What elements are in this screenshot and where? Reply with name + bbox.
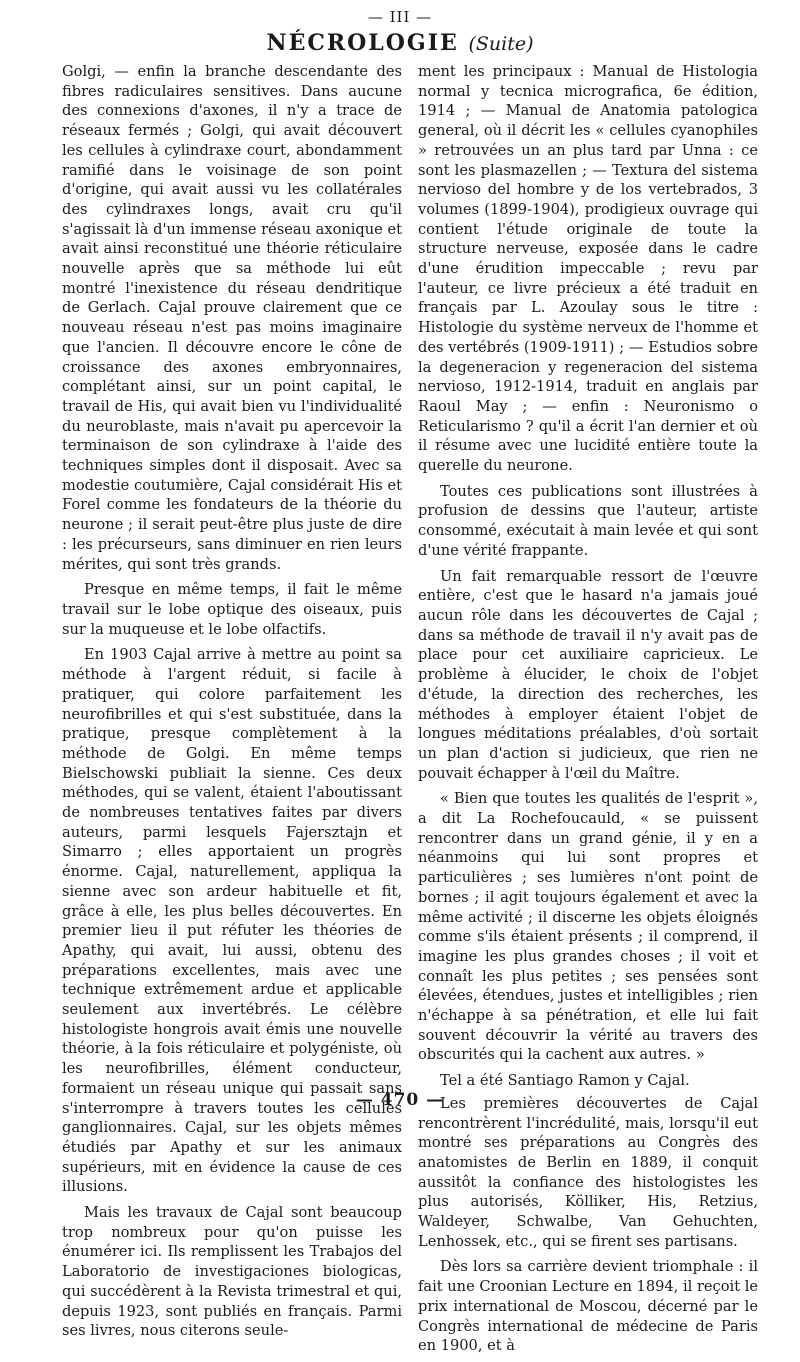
paragraph: Toutes ces publications sont illustrées à profusion de dessins que l'auteur, artiste consommé, exécutait à main levée et qui sont d'une vérité frappante. bbox=[418, 482, 758, 559]
quotation-paragraph: « Bien que toutes les qualités de l'esprit », a dit La Rochefoucauld, « se puissent rencontrer dans un grand génie, il y en a néanmoins qui lui sont propres et particulières ; ses lumières n'ont point de bornes ; il agit toujours également et avec la même activité ; il discerne les objets éloignés comme s'ils étaient présents ; il comprend, il imagine les plus grandes choses ; il voit et connaît les plus petites ; ses pensées sont élevées, étendues, justes et intelligibles ; rien n'échappe à sa pénétration, et elle lui fait souvent découvrir la vérité au travers des obscurités qui la cachent aux autres. » bbox=[418, 790, 758, 1064]
paragraph: Presque en même temps, il fait le même travail sur le lobe optique des oiseaux, puis sur la muqueuse et le lobe olfactifs. bbox=[62, 581, 402, 638]
paragraph: Mais les travaux de Cajal sont beaucoup trop nombreux pour qu'on puisse les énumérer ici. Ils remplissent les Trabajos del Laboratorio de investigaciones biologicas, qui succédèrent à la Revista trimestral et qui, depuis 1923, sont publiés en français. Parmi ses livres, nous citerons seule- bbox=[62, 1204, 402, 1340]
page-number: — 470 — bbox=[355, 1090, 445, 1110]
paragraph: Tel a été Santiago Ramon y Cajal. bbox=[440, 1072, 690, 1090]
heading-subtitle: (Suite) bbox=[468, 33, 534, 55]
roman-page-number: — III — bbox=[367, 8, 433, 26]
paragraph: En 1903 Cajal arrive à mettre au point sa méthode à l'argent réduit, si facile à pratiquer, qui colore parfaitement les neurofibrilles et qui s'est substituée, dans la pratique, presque complètement à la méthode de Golgi. En même temps Bielschowski publiait la sienne. Ces deux méthodes, qui se valent, étaient l'aboutissant de nombreuses tentatives faites par divers auteurs, parmi lesquels Fajersztajn et Simarro ; elles apportaient un progrès énorme. Cajal, naturellement, appliqua la sienne avec son ardeur habituelle et fit, grâce à elle, les plus belles découvertes. En premier lieu il put réfuter les théories de Apathy, qui avait, lui aussi, obtenu des préparations excellentes, mais avec une technique extrêmement ardue et applicable seulement aux invertébrés. Le célèbre histologiste hongrois avait émis une nouvelle théorie, à la fois réticulaire et polygéniste, où les neurofibrilles, élément conducteur, formaient un réseau unique qui passait sans s'interrompre à travers toutes les cellules ganglionnaires. Cajal, sur les objets mêmes étudiés par Apathy et sur les animaux supérieurs, mit en évidence la cause de ces illusions. bbox=[62, 646, 402, 1196]
section-heading bbox=[0, 30, 800, 56]
paragraph: Un fait remarquable ressort de l'œuvre entière, c'est que le hasard n'a jamais joué aucun rôle dans les découvertes de Cajal ; dans sa méthode de travail il n'y avait pas de place pour cet auxiliaire capricieux. Le problème à élucider, le choix de l'objet d'étude, la direction des recherches, les méthodes à employer étaient l'objet de longues méditations préalables, d'où sortait un plan d'action si judicieux, que rien ne pouvait échapper à l'œil du Maître. bbox=[418, 567, 758, 782]
paragraph: Golgi, — enfin la branche descendante des fibres radiculaires sensitives. Dans aucune des connexions d'axones, il n'y a trace de réseaux fermés ; Golgi, qui avait découvert les cellules à cylindraxe court, abondamment ramifié dans le voisinage de son point d'origine, qui avait aussi vu les collatérales des cylindraxes longs, avait cru qu'il s'agissait là d'un immense réseau axonique et avait ainsi reconstitué une théorie réticulaire nouvelle après que sa méthode lui eût montré l'inexistence du réseau dendritique de Gerlach. Cajal prouve clairement que ce nouveau réseau n'est pas moins imaginaire que l'ancien. Il découvre encore le cône de croissance des axones embryonnaires, complétant ainsi, sur un point capital, le travail de His, qui avait bien vu l'individualité du neuroblaste, mais n'avait pu apercevoir la terminaison de son cylindraxe à l'aide des techniques simples dont il disposait. Avec sa modestie coutumière, Cajal considérait His et Forel comme les fondateurs de la théorie du neurone ; il serait peut-être plus juste de dire : les précurseurs, sans diminuer en rien leurs mérites, qui sont très grands. bbox=[62, 63, 402, 573]
right-column bbox=[418, 62, 758, 1362]
left-column bbox=[62, 62, 402, 1347]
paragraph: ment les principaux : Manual de Histologia normal y tecnica micrografica, 6e édition, 1914 ; — Manual de Anatomia patologica general, où il décrit les « cellules cyanophiles » retrouvées un an plus tard par Unna : ce sont les plasmazellen ; — Textura del sistema nervioso del hombre y de los vertebrados, 3 volumes (1899-1904), prodigieux ouvrage qui contient l'étude originale de toute la structure nerveuse, exposée dans le cadre d'une érudition impeccable ; revu par l'auteur, ce livre précieux a été traduit en français par L. Azoulay sous le titre : Histologie du système nerveux de l'homme et des vertébrés (1909-1911) ; — Estudios sobre la degeneracion y regeneracion del sistema nervioso, 1912-1914, traduit en anglais par Raoul May ; — enfin : Neuronismo o Reticularismo ? qu'il a écrit l'an dernier et où il résume avec une lucidité entière toute la querelle du neurone. bbox=[418, 63, 758, 475]
paragraph: Les premières découvertes de Cajal rencontrèrent l'incrédulité, mais, lorsqu'il eut montré ses préparations au Congrès des anatomistes de Berlin en 1889, il conquit aussitôt la confiance des histologistes les plus autorisés, Kölliker, His, Retzius, Waldeyer, Schwalbe, Van Gehuchten, Lenhossek, etc., qui se firent ses partisans. bbox=[418, 1094, 758, 1250]
paragraph: Dès lors sa carrière devient triomphale : il fait une Croonian Lecture en 1894, il reçoit le prix international de Moscou, décerné par le Congrès international de médecine de Paris en 1900, et à bbox=[418, 1258, 758, 1355]
heading-title: NÉCROLOGIE bbox=[266, 30, 459, 56]
